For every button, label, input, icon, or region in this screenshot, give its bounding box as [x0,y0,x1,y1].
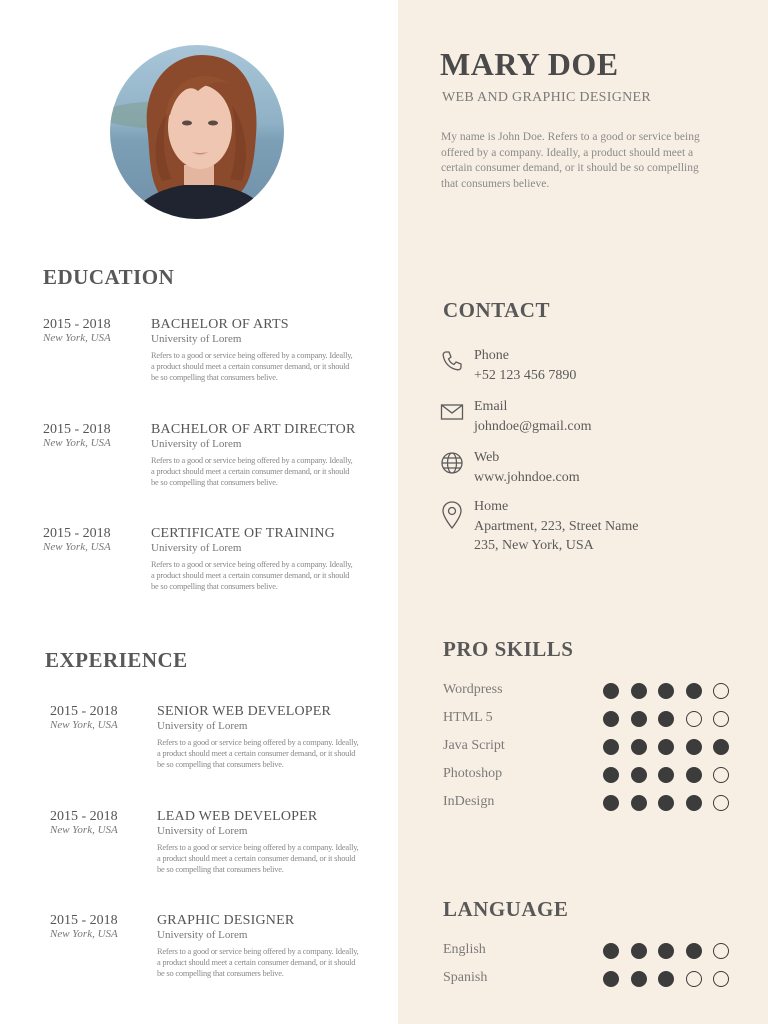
person-name: MARY DOE [440,46,619,82]
rating-dot-filled [686,943,702,959]
education-school: University of Lorem [151,542,242,554]
skill-row [443,709,743,729]
skill-name: Wordpress [443,682,503,697]
rating-dot-empty [713,683,729,699]
skill-rating [603,711,729,727]
experience-years: 2015 - 2018 [50,704,118,719]
education-description: Refers to a good or service being offered by a company. Ideally, a product should meet a certain consumer demand, or it should be so compelling that consumers belive. [151,456,353,487]
skill-row [443,793,743,813]
rating-dot-filled [686,795,702,811]
mail-icon [440,400,464,424]
rating-dot-filled [631,683,647,699]
globe-icon [440,451,464,475]
contact-label: Email [474,399,508,414]
rating-dot-filled [686,739,702,755]
rating-dot-filled [658,943,674,959]
experience-years: 2015 - 2018 [50,809,118,824]
rating-dot-filled [686,683,702,699]
experience-company: University of Lorem [157,720,248,732]
rating-dot-empty [713,767,729,783]
experience-heading: EXPERIENCE [45,648,188,672]
rating-dot-filled [603,683,619,699]
skill-name: HTML 5 [443,710,493,725]
contact-value: johndoe@gmail.com [474,419,592,434]
contact-web [440,451,740,491]
education-entry [43,317,373,397]
rating-dot-filled [658,711,674,727]
rating-dot-filled [631,943,647,959]
skill-rating [603,795,729,811]
contact-phone [440,349,740,389]
experience-location: New York, USA [50,928,118,940]
rating-dot-filled [603,767,619,783]
contact-label: Phone [474,348,509,363]
rating-dot-filled [631,767,647,783]
rating-dot-filled [713,739,729,755]
right-column [398,0,768,1024]
experience-location: New York, USA [50,824,118,836]
contact-label: Home [474,499,509,514]
education-years: 2015 - 2018 [43,317,111,332]
person-role: WEB AND GRAPHIC DESIGNER [442,90,652,105]
rating-dot-filled [603,711,619,727]
language-name: English [443,942,486,957]
education-location: New York, USA [43,332,111,344]
education-location: New York, USA [43,437,111,449]
experience-description: Refers to a good or service being offered by a company. Ideally, a product should meet a certain consumer demand, or it should be so compelling that consumers belive. [157,947,359,978]
rating-dot-filled [603,795,619,811]
rating-dot-filled [658,971,674,987]
experience-company: University of Lorem [157,825,248,837]
rating-dot-empty [686,971,702,987]
language-name: Spanish [443,970,488,985]
skill-rating [603,683,729,699]
experience-title: SENIOR WEB DEVELOPER [157,704,332,719]
location-pin-icon [440,500,464,530]
rating-dot-filled [631,795,647,811]
education-description: Refers to a good or service being offered by a company. Ideally, a product should meet a certain consumer demand, or it should be so compelling that consumers belive. [151,351,353,382]
skill-row [443,681,743,701]
rating-dot-filled [603,943,619,959]
education-entry [43,422,373,502]
rating-dot-empty [713,943,729,959]
experience-entry [50,704,380,784]
rating-dot-filled [686,767,702,783]
contact-heading: CONTACT [443,298,550,322]
skill-row [443,737,743,757]
experience-title: GRAPHIC DESIGNER [157,913,295,928]
education-location: New York, USA [43,541,111,553]
education-school: University of Lorem [151,438,242,450]
education-years: 2015 - 2018 [43,422,111,437]
rating-dot-filled [658,767,674,783]
education-description: Refers to a good or service being offered by a company. Ideally, a product should meet a certain consumer demand, or it should be so compelling that consumers belive. [151,560,353,591]
contact-home [440,500,740,560]
phone-icon [440,349,464,373]
education-years: 2015 - 2018 [43,526,111,541]
skills-heading: PRO SKILLS [443,637,574,661]
experience-entry [50,913,380,993]
education-title: BACHELOR OF ARTS [151,317,289,332]
contact-value: Apartment, 223, Street Name 235, New York, USA [474,519,639,553]
rating-dot-filled [631,739,647,755]
language-row [443,941,743,961]
education-title: CERTIFICATE OF TRAINING [151,526,335,541]
language-heading: LANGUAGE [443,897,569,921]
language-row [443,969,743,989]
experience-entry [50,809,380,889]
rating-dot-filled [658,683,674,699]
skill-rating [603,767,729,783]
rating-dot-filled [658,795,674,811]
education-title: BACHELOR OF ART DIRECTOR [151,422,356,437]
education-school: University of Lorem [151,333,242,345]
experience-description: Refers to a good or service being offered by a company. Ideally, a product should meet a certain consumer demand, or it should be so compelling that consumers belive. [157,738,359,769]
experience-location: New York, USA [50,719,118,731]
skill-name: Java Script [443,738,505,753]
experience-title: LEAD WEB DEVELOPER [157,809,318,824]
contact-email [440,400,740,440]
person-bio: My name is John Doe. Refers to a good or service being offered by a company. Ideally, a product should meet a certain consumer demand, or it should be so compelling that consumers believe. [441,131,700,190]
experience-company: University of Lorem [157,929,248,941]
rating-dot-filled [631,711,647,727]
rating-dot-filled [658,739,674,755]
rating-dot-filled [603,971,619,987]
experience-years: 2015 - 2018 [50,913,118,928]
rating-dot-empty [713,795,729,811]
education-heading: EDUCATION [43,265,175,289]
skill-row [443,765,743,785]
skill-rating [603,739,729,755]
skill-name: InDesign [443,794,495,809]
contact-value: +52 123 456 7890 [474,368,577,383]
experience-description: Refers to a good or service being offered by a company. Ideally, a product should meet a certain consumer demand, or it should be so compelling that consumers belive. [157,843,359,874]
rating-dot-empty [713,971,729,987]
rating-dot-filled [603,739,619,755]
language-rating [603,943,729,959]
rating-dot-empty [686,711,702,727]
skill-name: Photoshop [443,766,503,781]
education-entry [43,526,373,606]
contact-value: www.johndoe.com [474,470,580,485]
rating-dot-filled [631,971,647,987]
contact-label: Web [474,450,500,465]
language-rating [603,971,729,987]
profile-photo [110,45,284,219]
rating-dot-empty [713,711,729,727]
